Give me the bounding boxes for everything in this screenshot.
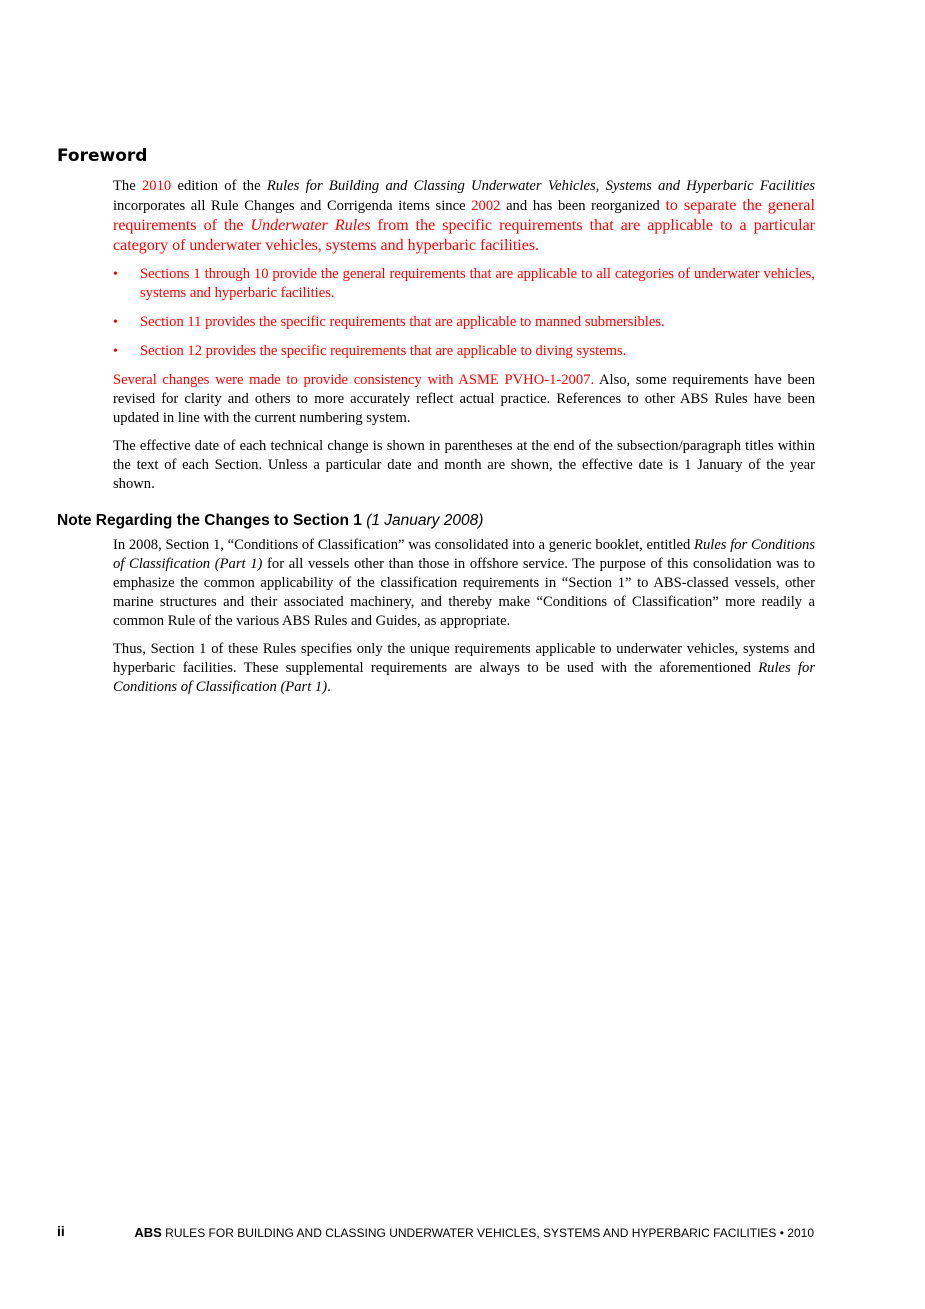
note-heading-text: Note Regarding the Changes to Section 1 [57, 512, 362, 529]
paragraph-text: Thus, Section 1 of these Rules specifies only the unique requirements applicable to underwater vehicles, systems and hyperbaric facilities. These supplemental requirements are always to be used with the aforementioned [113, 641, 815, 676]
bullet-icon: • [113, 267, 118, 282]
paragraph-text: In 2008, Section 1, “Conditions of Classification” was consolidated into a generic booklet, entitled [113, 537, 695, 553]
abs-brand: ABS [134, 1225, 162, 1240]
edition-year: 2010 [141, 178, 172, 194]
list-item-text: Section 12 provides the specific requirements that are applicable to diving systems. [140, 343, 627, 359]
consistency-paragraph [113, 371, 815, 428]
revised-text-part: from the specific requirements that are applicable to a particular category of underwater vehicles, systems and hyperbaric facilities. [113, 217, 816, 254]
since-year: 2002 [471, 198, 501, 214]
page-number: ii [57, 1223, 65, 1239]
note-body [113, 536, 815, 706]
intro-text: and has been reorganized [500, 198, 666, 214]
note-heading [57, 512, 483, 530]
list-item [113, 313, 815, 332]
revised-text: Several changes were made to provide consistency with ASME PVHO-1-2007. [113, 372, 595, 388]
footer-title-text: RULES FOR BUILDING AND CLASSING UNDERWATER VEHICLES, SYSTEMS AND HYPERBARIC FACILITIES [161, 1226, 777, 1240]
effective-date-paragraph: The effective date of each technical change is shown in parentheses at the end of the subsection/paragraph titles within the text of each Section. Unless a particular date and month are shown, the effective date is 1 January of the year shown. [113, 438, 815, 492]
underwater-rules-title: Underwater Rules [250, 217, 371, 234]
rules-reference: Rules for Conditions of Classification (Part 1) [113, 660, 815, 695]
foreword-intro-paragraph [113, 177, 815, 256]
list-item-text: Section 11 provides the specific requirements that are applicable to manned submersibles. [140, 314, 665, 330]
bullet-icon: • [113, 315, 118, 330]
rules-reference: Rules for Conditions of Classification (Part 1) [113, 537, 816, 572]
revised-text-part: to separate the general requirements of the [113, 197, 815, 234]
footer-separator: • [776, 1226, 788, 1240]
note-paragraph [113, 640, 815, 697]
list-item-text: Sections 1 through 10 provide the general requirements that are applicable to all categories of underwater vehicles, systems and hyperbaric facilities. [140, 266, 815, 301]
footer-title [134, 1225, 814, 1240]
intro-text: edition of the [171, 178, 267, 194]
intro-text: incorporates all Rule Changes and Corrigenda items since [113, 198, 472, 214]
foreword-body [113, 177, 815, 503]
list-item [113, 342, 815, 361]
foreword-heading: Foreword [57, 146, 148, 166]
note-paragraph [113, 536, 815, 631]
paragraph-text: . [327, 679, 331, 695]
page-footer [57, 1223, 814, 1241]
rules-title: Rules for Building and Classing Underwater Vehicles, Systems and Hyperbaric Facilities [266, 178, 815, 194]
footer-year: 2010 [787, 1226, 814, 1240]
sections-list [113, 265, 815, 361]
paragraph-text: for all vessels other than those in offshore service. The purpose of this consolidation was to emphasize the common applicability of the classification requirements in “Section 1” to ABS-classed vessels, other marine structures and their associated machinery, and thereby make “Conditions of Classification” more readily a common Rule of the various ABS Rules and Guides, as appropriate. [113, 556, 815, 629]
list-item [113, 265, 815, 303]
intro-text: The [113, 178, 142, 194]
note-heading-date: (1 January 2008) [366, 512, 484, 529]
bullet-icon: • [113, 344, 118, 359]
paragraph-text: Also, some requirements have been revised for clarity and others to more accurately reflect actual practice. References to other ABS Rules have been updated in line with the current numbering system. [113, 372, 815, 426]
